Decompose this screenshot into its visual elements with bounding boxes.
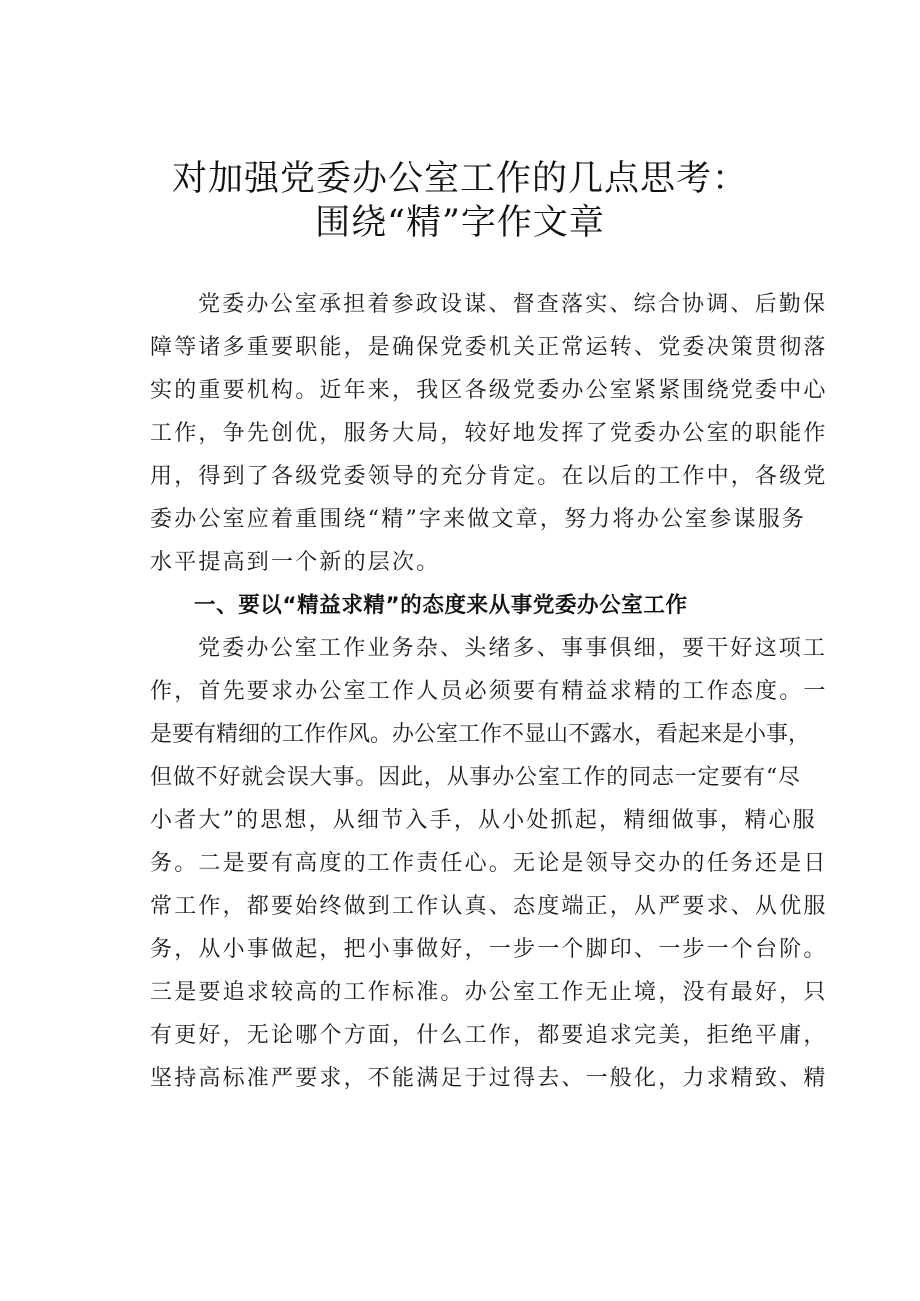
paragraph-line: 实的重要机构。近年来，我区各级党委办公室紧紧围绕党委中心 bbox=[150, 378, 828, 403]
paragraph-line: 水平提高到一个新的层次。 bbox=[150, 550, 441, 575]
paragraph-line: 但做不好就会误大事。因此，从事办公室工作的同志一定要有“尽 bbox=[150, 765, 800, 790]
paragraph-line: 坚持高标准严要求，不能满足于过得去、一般化，力求精致、精 bbox=[150, 1066, 828, 1091]
document-title-line-1: 对加强党委办公室工作的几点思考： bbox=[171, 159, 748, 199]
paragraph-line: 障等诸多重要职能，是确保党委机关正常运转、党委决策贯彻落 bbox=[150, 335, 828, 360]
document-title-line-2: 围绕“精”字作文章 bbox=[315, 203, 605, 243]
paragraph-line: 工作，争先创优，服务大局，较好地发挥了党委办公室的职能作 bbox=[150, 421, 828, 446]
paragraph-line: 务，从小事做起，把小事做好，一步一个脚印、一步一个台阶。 bbox=[150, 937, 828, 962]
section-heading: 一、要以“精益求精”的态度来从事党委办公室工作 bbox=[194, 593, 688, 618]
paragraph-line: 务。二是要有高度的工作责任心。无论是领导交办的任务还是日 bbox=[150, 851, 828, 876]
paragraph-line: 用，得到了各级党委领导的充分肯定。在以后的工作中，各级党 bbox=[150, 464, 828, 489]
paragraph-line: 小者大”的思想，从细节入手，从小处抓起，精细做事，精心服 bbox=[150, 808, 817, 833]
paragraph-line: 常工作，都要始终做到工作认真、态度端正，从严要求、从优服 bbox=[150, 894, 828, 919]
paragraph-line: 有更好，无论哪个方面，什么工作，都要追求完美，拒绝平庸， bbox=[150, 1023, 828, 1048]
paragraph-line: 是要有精细的工作作风。办公室工作不显山不露水，看起来是小事， bbox=[150, 722, 811, 747]
paragraph-line: 委办公室应着重围绕“精”字来做文章，努力将办公室参谋服务 bbox=[150, 507, 807, 532]
paragraph-line: 党委办公室工作业务杂、头绪多、事事俱细，要干好这项工 bbox=[198, 636, 828, 661]
paragraph-line: 作，首先要求办公室工作人员必须要有精益求精的工作态度。一 bbox=[150, 679, 828, 704]
document-body bbox=[150, 283, 828, 1100]
paragraph-line: 三是要追求较高的工作标准。办公室工作无止境，没有最好，只 bbox=[150, 980, 828, 1005]
paragraph-line: 党委办公室承担着参政设谋、督查落实、综合协调、后勤保 bbox=[198, 292, 828, 317]
